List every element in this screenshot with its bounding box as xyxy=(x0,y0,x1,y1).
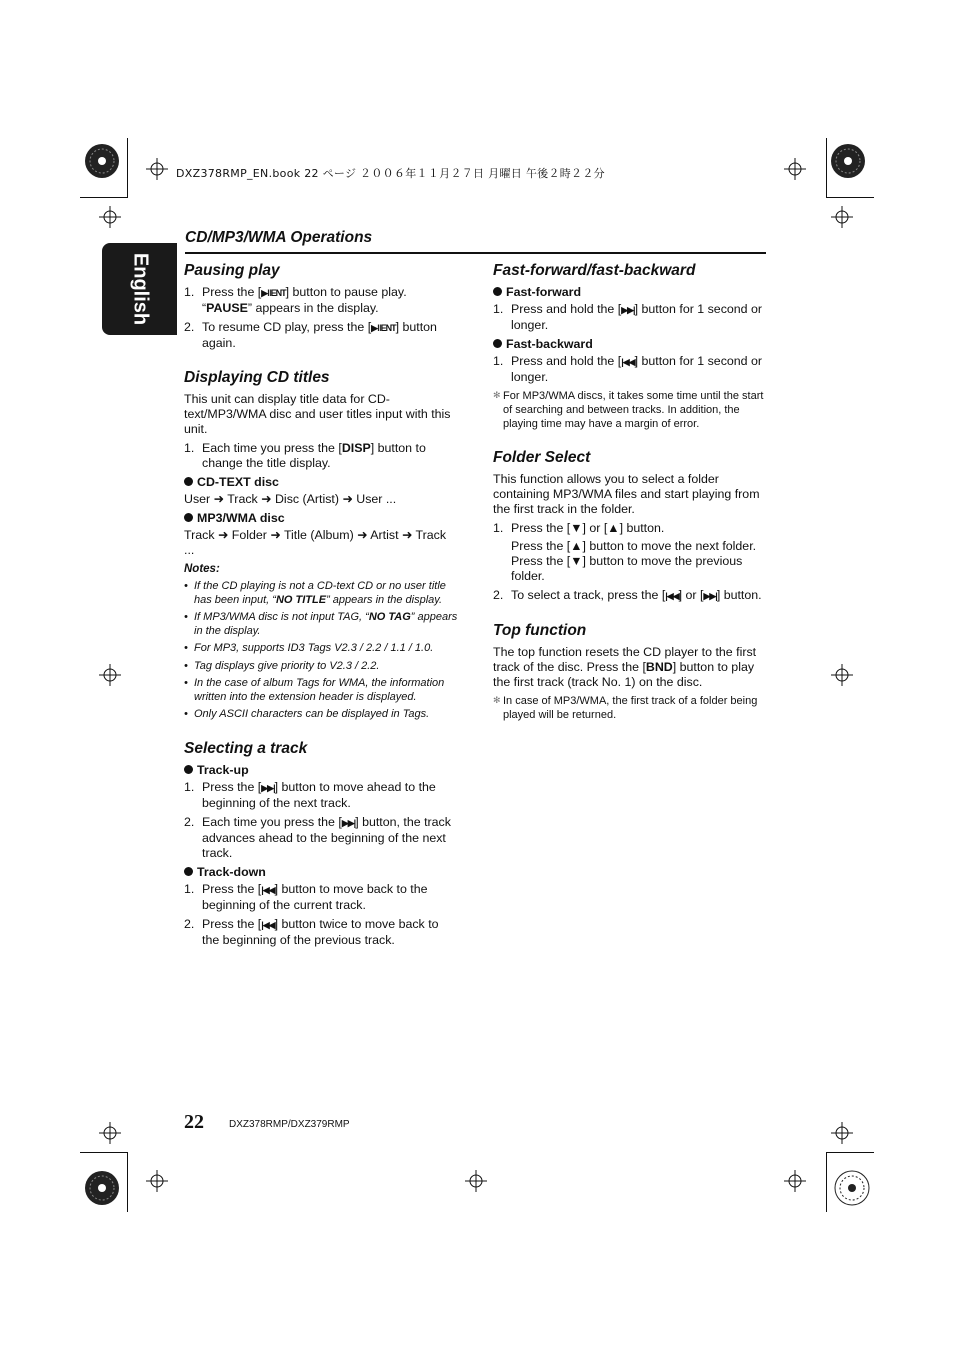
track-up-label: Track-up xyxy=(184,763,459,778)
fast-forward-step-1: 1. Press and hold the [▶▶|] button for 1 second or longer. xyxy=(493,302,763,332)
crosshair-icon xyxy=(99,206,121,228)
right-column xyxy=(493,262,768,740)
cdtext-flow: User ➜ Track ➜ Disc (Artist) ➜ User ... xyxy=(184,492,397,506)
next-track-icon: ▶▶| xyxy=(703,591,717,601)
crosshair-icon xyxy=(784,158,806,180)
crosshair-icon xyxy=(784,1170,806,1192)
top-note: ✻ In case of MP3/WMA, the first track of a folder being played will be returned. xyxy=(493,695,758,721)
crop-mark xyxy=(826,138,827,198)
note-item: • In the case of album Tags for WMA, the information written into the extension header is displayed. xyxy=(184,677,445,703)
print-header: DXZ378RMP_EN.book 22 ページ ２００６年１１月２７日 月曜日 午後２時２２分 xyxy=(176,167,605,180)
model-number: DXZ378RMP/DXZ379RMP xyxy=(229,1119,350,1130)
folder-section xyxy=(493,449,768,604)
note-item: • For MP3, supports ID3 Tags V2.3 / 2.2 / 1.1 / 1.0. xyxy=(184,642,434,654)
folder-step-1-detail: Press the [▲] button to move the next folder. Press the [▼] button to move the previous folder. xyxy=(511,539,757,583)
pausing-title: Pausing play xyxy=(184,262,280,279)
crop-mark xyxy=(127,138,128,198)
bullet-icon xyxy=(184,867,193,876)
previous-track-icon: |◀◀ xyxy=(261,884,275,895)
bullet-icon xyxy=(184,513,193,522)
bullet-icon xyxy=(184,765,193,774)
fast-note: ✻ For MP3/WMA discs, it takes some time until the start of searching and between tracks. In addition, the playing time may have a margin of error. xyxy=(493,390,764,430)
down-arrow-icon: ▼ xyxy=(570,521,583,535)
next-track-icon: ▶▶| xyxy=(341,817,356,828)
registration-disc-icon xyxy=(84,143,120,179)
crop-mark xyxy=(127,1152,128,1212)
mp3-label: MP3/WMA disc xyxy=(184,511,459,526)
crop-mark xyxy=(80,197,128,198)
up-arrow-icon: ▲ xyxy=(570,539,583,553)
fast-backward-step-1: 1. Press and hold the [|◀◀] button for 1 second or longer. xyxy=(493,354,763,384)
folder-intro: This function allows you to select a folder containing MP3/WMA files and start playing from the first track in the folder. xyxy=(493,472,760,516)
pausing-step-2: 2. To resume CD play, press the [▶‖ENT] button again. xyxy=(184,320,437,350)
pausing-section xyxy=(184,262,459,351)
displaying-title: Displaying CD titles xyxy=(184,369,330,386)
registration-disc-icon xyxy=(830,143,866,179)
track-down-label: Track-down xyxy=(184,865,459,880)
fast-title: Fast-forward/fast-backward xyxy=(493,262,696,279)
folder-step-2: 2. To select a track, press the [|◀◀] or [▶▶|] button. xyxy=(493,588,762,602)
cdtext-label: CD-TEXT disc xyxy=(184,475,459,490)
displaying-section xyxy=(184,369,459,722)
bullet-icon xyxy=(493,287,502,296)
top-title: Top function xyxy=(493,622,587,639)
fast-backward-label: Fast-backward xyxy=(493,337,768,352)
fast-forward-label: Fast-forward xyxy=(493,285,768,300)
crosshair-icon xyxy=(831,1122,853,1144)
crop-mark xyxy=(826,1152,827,1212)
pausing-step-1: 1. Press the [▶‖ENT] button to pause play. “PAUSE” appears in the display. xyxy=(184,285,407,315)
bullet-icon xyxy=(493,339,502,348)
crop-mark xyxy=(80,1152,128,1153)
top-intro: The top function resets the CD player to the first track of the disc. Press the [BND] button to play the first track (track No. 1) on the disc. xyxy=(493,645,757,689)
crosshair-icon xyxy=(146,158,168,180)
up-arrow-icon: ▲ xyxy=(607,521,620,535)
bullet-icon xyxy=(184,477,193,486)
selecting-section xyxy=(184,740,459,948)
crosshair-icon xyxy=(99,664,121,686)
registration-disc-icon xyxy=(834,1170,870,1206)
note-item: • Tag displays give priority to V2.3 / 2.2. xyxy=(184,659,380,672)
track-down-step-1: 1. Press the [|◀◀] button to move back to the beginning of the current track. xyxy=(184,881,428,912)
note-item: • If the CD playing is not a CD-text CD or no user title has been input, “NO TITLE” appears in the display. xyxy=(184,580,446,606)
play-pause-enter-icon: ▶‖ENT xyxy=(261,288,286,298)
folder-step-1: 1. Press the [▼] or [▲] button. Press the [▲] button to move the next folder. Press the [▼] button to move the previous folder. xyxy=(493,521,768,584)
crosshair-icon xyxy=(831,664,853,686)
folder-title: Folder Select xyxy=(493,449,591,466)
crosshair-icon xyxy=(99,1122,121,1144)
down-arrow-icon: ▼ xyxy=(570,554,583,568)
section-rule xyxy=(185,252,766,254)
play-pause-enter-icon: ▶‖ENT xyxy=(371,323,396,333)
language-tab xyxy=(102,243,177,335)
previous-track-icon: |◀◀ xyxy=(621,357,635,367)
crosshair-icon xyxy=(146,1170,168,1192)
crosshair-icon xyxy=(465,1170,487,1192)
top-section xyxy=(493,622,768,722)
left-column xyxy=(184,262,459,966)
next-track-icon: ▶▶| xyxy=(261,782,275,793)
fast-section xyxy=(493,262,768,431)
selecting-title: Selecting a track xyxy=(184,739,308,757)
previous-track-icon: |◀◀ xyxy=(261,919,275,930)
page-number: 22 xyxy=(184,1111,204,1133)
track-up-step-2: 2. Each time you press the [▶▶|] button, the track advances ahead to the beginning of the next track. xyxy=(184,814,451,860)
next-track-icon: ▶▶| xyxy=(621,305,635,315)
notes-heading: Notes: xyxy=(184,563,220,575)
track-up-step-1: 1. Press the [▶▶|] button to move ahead to the beginning of the next track. xyxy=(184,779,436,810)
mp3-flow: Track ➜ Folder ➜ Title (Album) ➜ Artist ➜ Track ... xyxy=(184,528,447,557)
displaying-step-1: 1. Each time you press the [DISP] button to change the title display. xyxy=(184,441,426,470)
previous-track-icon: |◀◀ xyxy=(665,591,679,601)
crop-mark xyxy=(826,197,874,198)
note-item: • If MP3/WMA disc is not input TAG, “NO TAG” appears in the display. xyxy=(184,611,458,637)
section-title: CD/MP3/WMA Operations xyxy=(185,229,373,246)
track-down-step-2: 2. Press the [|◀◀] button twice to move back to the beginning of the previous track. xyxy=(184,916,439,947)
registration-disc-icon xyxy=(84,1170,120,1206)
displaying-intro: This unit can display title data for CD-text/MP3/WMA disc and user titles input with this unit. xyxy=(184,392,451,436)
language-tab-label: English xyxy=(129,252,151,326)
crosshair-icon xyxy=(831,206,853,228)
crop-mark xyxy=(826,1152,874,1153)
note-item: • Only ASCII characters can be displayed in Tags. xyxy=(184,708,430,720)
